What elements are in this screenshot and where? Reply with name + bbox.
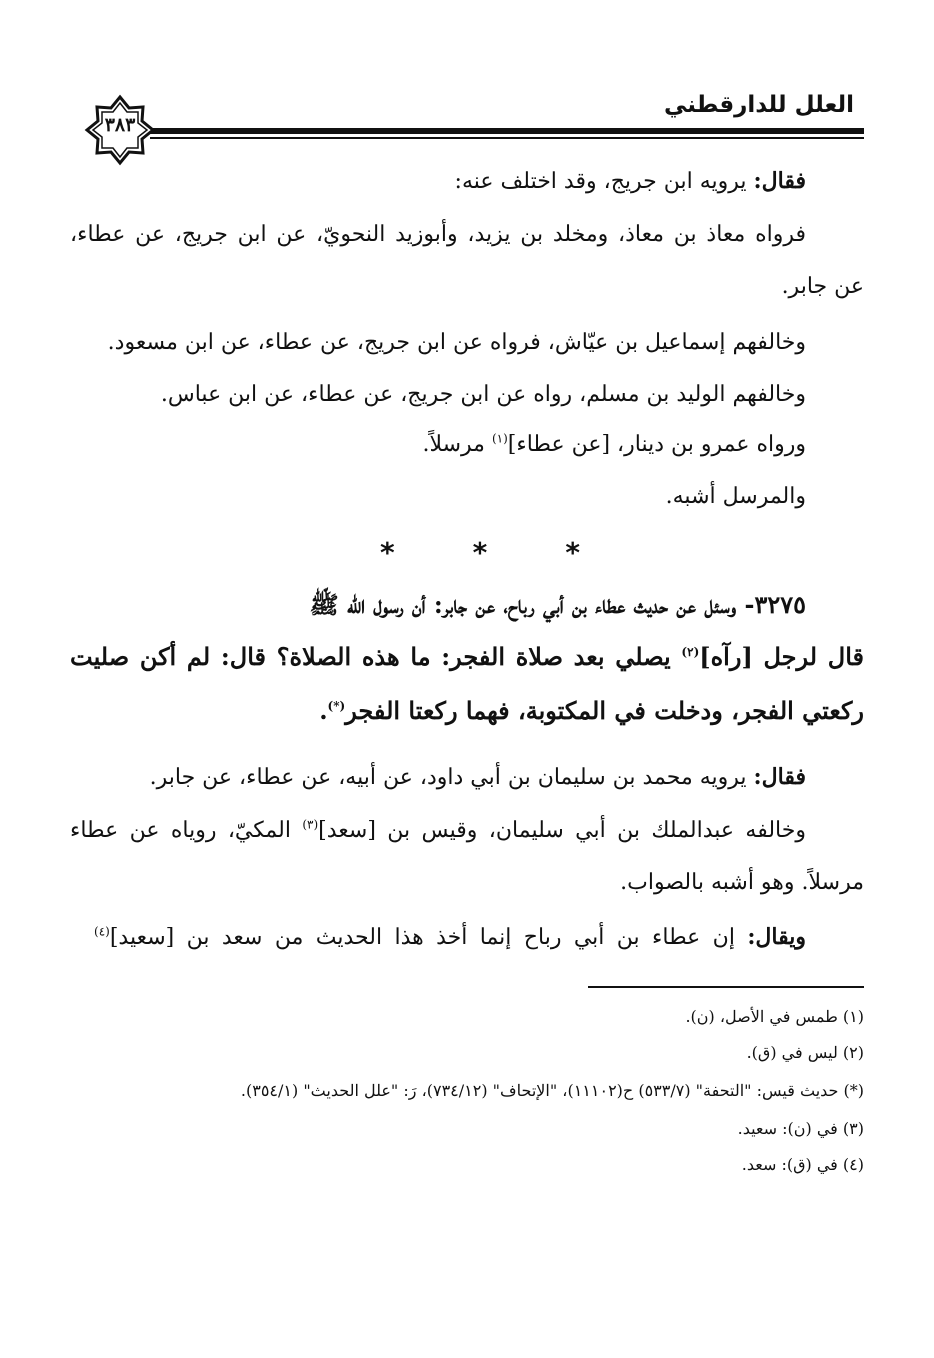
text-line: [70, 816, 806, 846]
text-line: فرواه معاذ بن معاذ، ومخلد بن يزيد، وأبوزيد النحويّ، عن ابن جريج، عن عطاء،: [70, 222, 806, 247]
text-span: يرويه ابن جريج، وقد اختلف عنه:: [454, 169, 754, 194]
text-span: المكيّ، روياه عن عطاء: [70, 818, 303, 843]
text-span: قال لرجل [رآه]: [699, 642, 865, 671]
question-line: ٣٢٧٥- وسئل عن حديث عطاء بن أبي رباح، عن جابر: أن رسول الله ﷺ: [309, 590, 806, 619]
footnote-ref: (*): [327, 699, 346, 713]
text-line: وخالفهم إسماعيل بن عيّاش، فرواه عن ابن جريج، عن عطاء، عن ابن مسعود.: [107, 330, 806, 355]
text-line: مرسلاً. وهو أشبه بالصواب.: [620, 870, 864, 895]
header-rule-thin: [150, 137, 864, 139]
separator-star: *: [380, 536, 395, 569]
text-span: مرسلاً.: [422, 432, 492, 457]
text-line: [422, 430, 806, 460]
text-line: والمرسل أشبه.: [665, 484, 806, 509]
text-line: [455, 166, 806, 197]
text-span: ورواه عمرو بن دينار، [عن عطاء]: [507, 432, 806, 457]
section-separator: [380, 536, 580, 569]
text-span: ركعتي الفجر، ودخلت في المكتوبة، فهما ركعتا الفجر: [345, 696, 864, 725]
text-line: عن جابر.: [781, 274, 864, 299]
text-line: [150, 762, 806, 793]
text-span: وخالفه عبدالملك بن أبي سليمان، وقيس بن [سعد]: [318, 818, 806, 843]
footnote-ref: (٢): [681, 645, 700, 659]
header-rule-thick: [150, 128, 864, 134]
footnote-divider: [588, 986, 864, 988]
speaker-label: ويقال:: [747, 924, 806, 950]
page-number: ٣٨٣: [104, 114, 136, 136]
footnote-ref: (٣): [302, 817, 319, 832]
separator-star: *: [472, 536, 488, 569]
text-line: [94, 922, 806, 953]
question-line: [319, 696, 864, 726]
text-span: .: [319, 696, 328, 725]
footnote: (٢) ليس في (ق).: [746, 1043, 864, 1062]
text-span: إن عطاء بن أبي رباح إنما أخذ هذا الحديث من سعد بن [سعيد]: [109, 925, 748, 950]
footnote: (*) حديث قيس: "التحفة" (٥٣٣/٧) ح(١١١٠٢)، "الإتحاف" (٧٣٤/١٢)، رَ: "علل الحديث" (٣٥٤/١).: [240, 1081, 864, 1100]
book-title: العلل للدارقطني: [664, 92, 854, 118]
question-line: [70, 642, 864, 672]
footnote-ref: (٤): [94, 924, 110, 939]
footnote: (٤) في (ق): سعد.: [741, 1155, 864, 1174]
separator-star: *: [565, 536, 580, 569]
text-line: وخالفهم الوليد بن مسلم، رواه عن ابن جريج، عن عطاء، عن ابن عباس.: [160, 382, 806, 407]
footnote-ref: (١): [491, 431, 508, 446]
footnote: (١) طمس في الأصل، (ن).: [685, 1007, 864, 1026]
text-span: يرويه محمد بن سليمان بن أبي داود، عن أبيه، عن عطاء، عن جابر.: [149, 765, 754, 790]
speaker-label: فقال:: [753, 764, 806, 790]
speaker-label: فقال:: [753, 168, 806, 194]
page-number-badge: [84, 94, 156, 166]
text-span: يصلي بعد صلاة الفجر: ما هذه الصلاة؟ قال: لم أكن صليت: [70, 642, 682, 671]
footnote: (٣) في (ن): سعيد.: [737, 1119, 864, 1138]
